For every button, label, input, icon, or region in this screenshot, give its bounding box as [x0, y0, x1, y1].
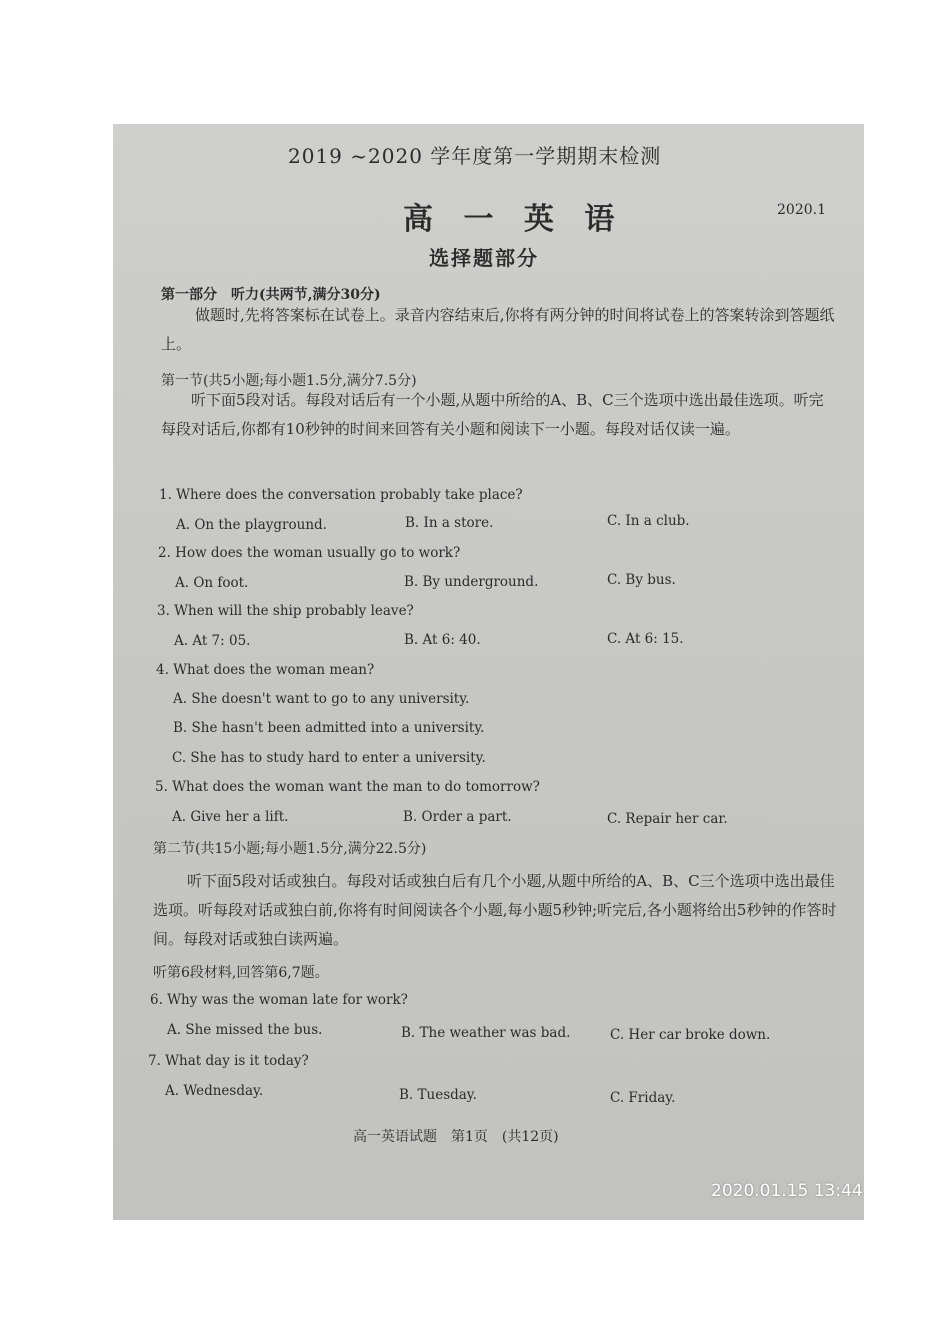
q1-option-b: B. In a store. — [405, 515, 494, 531]
photo-timestamp: 2020.01.15 13:44 — [711, 1181, 863, 1201]
question-5: 5. What does the woman want the man to do tomorrow? — [155, 779, 540, 795]
q3-option-c: C. At 6: 15. — [607, 631, 684, 647]
question-7: 7. What day is it today? — [148, 1053, 309, 1069]
question-4: 4. What does the woman mean? — [156, 662, 375, 678]
exam-date: 2020.1 — [777, 202, 826, 218]
section2-material: 听第6段材料,回答第6,7题。 — [153, 965, 329, 981]
part1-instructions: 做题时,先将答案标在试卷上。录音内容结束后,你将有两分钟的时间将试卷上的答案转涂到答题纸上。 — [161, 306, 835, 353]
q2-option-a: A. On foot. — [175, 575, 249, 591]
question-3: 3. When will the ship probably leave? — [157, 603, 414, 619]
q5-option-a: A. Give her a lift. — [172, 809, 289, 825]
q4-option-c: C. She has to study hard to enter a university. — [172, 750, 486, 766]
q4-option-a: A. She doesn't want to go to any university. — [173, 691, 470, 707]
q5-option-c: C. Repair her car. — [607, 811, 728, 827]
q3-option-a: A. At 7: 05. — [174, 633, 251, 649]
exam-page-photo — [113, 124, 864, 1220]
q1-option-c: C. In a club. — [607, 513, 690, 529]
section1-heading: 第一节(共5小题;每小题1.5分,满分7.5分) — [161, 373, 417, 389]
q2-option-b: B. By underground. — [404, 574, 539, 590]
q7-option-a: A. Wednesday. — [165, 1083, 264, 1099]
q4-option-b: B. She hasn't been admitted into a university. — [173, 720, 485, 736]
question-1: 1. Where does the conversation probably take place? — [159, 487, 523, 503]
q7-option-b: B. Tuesday. — [399, 1087, 477, 1103]
q3-option-b: B. At 6: 40. — [404, 632, 481, 648]
q5-option-b: B. Order a part. — [403, 809, 512, 825]
q6-option-a: A. She missed the bus. — [167, 1022, 323, 1038]
page-footer: 高一英语试题 第1页 (共12页) — [353, 1129, 559, 1145]
question-2: 2. How does the woman usually go to work? — [158, 545, 461, 561]
exam-title: 高 一 英 语 — [403, 202, 625, 237]
q6-option-b: B. The weather was bad. — [401, 1025, 571, 1041]
section2-instructions: 听下面5段对话或独白。每段对话或独白后有几个小题,从题中所给的A、B、C三个选项中选出最佳选项。听每段对话或独白前,你将有时间阅读各个小题,每小题5秒钟;听完后,各小题将给出5秒钟的作答时间。每段对话或独白读两遍。 — [153, 872, 837, 948]
section1-instructions: 听下面5段对话。每段对话后有一个小题,从题中所给的A、B、C三个选项中选出最佳选项。听完每段对话后,你都有10秒钟的时间来回答有关小题和阅读下一小题。每段对话仅读一遍。 — [161, 391, 824, 438]
exam-header: 2019 ~2020 学年度第一学期期末检测 — [288, 144, 662, 168]
question-6: 6. Why was the woman late for work? — [150, 992, 408, 1008]
section2-heading: 第二节(共15小题;每小题1.5分,满分22.5分) — [153, 841, 427, 857]
part1-heading: 第一部分 听力(共两节,满分30分) — [161, 287, 381, 303]
q1-option-a: A. On the playground. — [176, 517, 327, 533]
q7-option-c: C. Friday. — [610, 1090, 676, 1106]
q6-option-c: C. Her car broke down. — [610, 1027, 771, 1043]
exam-subtitle: 选择题部分 — [429, 246, 539, 270]
q2-option-c: C. By bus. — [607, 572, 676, 588]
